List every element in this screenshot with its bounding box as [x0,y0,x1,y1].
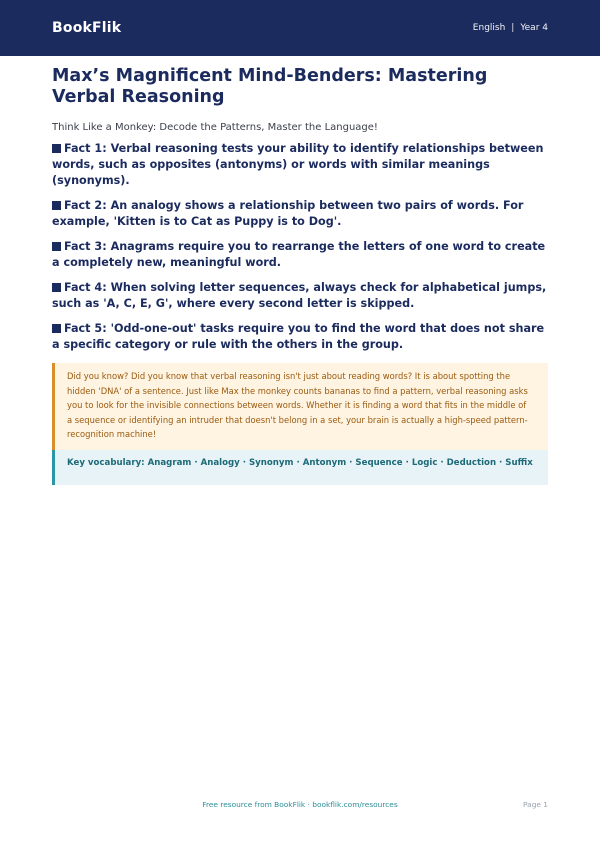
square-bullet-icon [52,242,61,251]
brand-logo[interactable]: BookFlik [52,20,122,36]
page-number: Page 1 [523,800,548,809]
key-vocabulary-box: Key vocabulary: Anagram · Analogy · Synonym · Antonym · Sequence · Logic · Deduction · Suffix [52,450,548,485]
square-bullet-icon [52,283,61,292]
fact-text: Fact 3: Anagrams require you to rearrange the letters of one word to create a completely new, meaningful word. [52,240,546,269]
fact-text: Fact 2: An analogy shows a relationship between two pairs of words. For example, 'Kitten is to Cat as Puppy is to Dog'. [52,199,524,228]
year-label: Year 4 [520,23,548,33]
main-content [0,56,600,485]
square-bullet-icon [52,201,61,210]
fact-item-3 [52,239,548,271]
fact-item-2 [52,198,548,230]
language-label: English [472,23,506,33]
facts-list [52,141,548,353]
top-bar [0,0,600,56]
footer-resource-link[interactable]: Free resource from BookFlik · bookflik.com/resources [202,800,398,809]
page-subtitle: Think Like a Monkey: Decode the Patterns, Master the Language! [52,122,378,133]
fact-text: Fact 4: When solving letter sequences, always check for alphabetical jumps, such as 'A, C, E, G', where every second letter is skipped. [52,281,547,310]
header-meta [473,23,548,33]
did-you-know-callout [52,363,548,450]
fact-text: Fact 5: 'Odd-one-out' tasks require you to find the word that does not share a specific category or rule with the others in the group. [52,322,545,351]
did-you-know-text: Did you know? Did you know that verbal reasoning isn't just about reading words? It is about spotting the hidden 'DNA' of a sentence. Just like Max the monkey counts bananas to find a pattern, verbal reasoning asks you to look for the invisible connections between words. Whether it is finding a word that fits in the middle of a sequence or identifying an intruder that doesn't belong in a set, your brain is actually a high-speed pattern-recognition machine! [67,371,528,440]
fact-item-5 [52,321,548,353]
fact-text: Fact 1: Verbal reasoning tests your ability to identify relationships between words, such as opposites (antonyms) or words with similar meanings (synonyms). [52,142,544,187]
page-title: Max’s Magnificent Mind-Benders: Mastering Verbal Reasoning [52,66,488,107]
fact-item-4 [52,280,548,312]
square-bullet-icon [52,144,61,153]
page-footer [0,800,600,812]
fact-item-1 [52,141,548,189]
meta-separator: | [511,23,515,33]
square-bullet-icon [52,324,61,333]
